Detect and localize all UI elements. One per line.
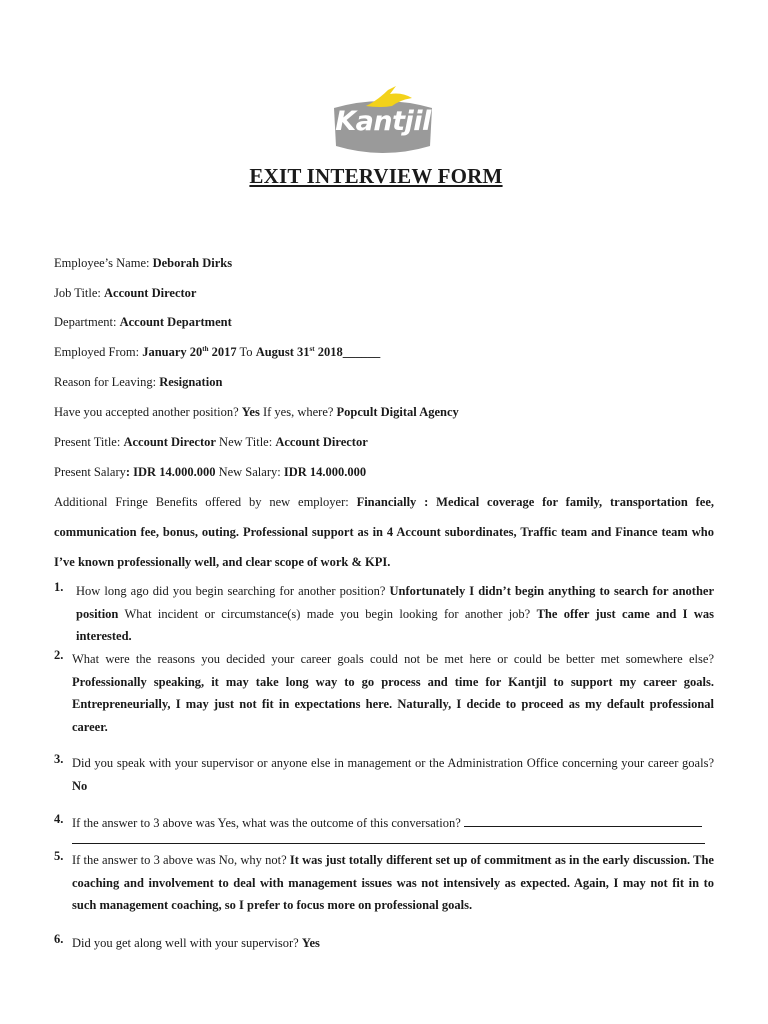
employee-name-value: Deborah Dirks [152, 256, 233, 270]
department-label: Department: [54, 315, 120, 329]
new-salary-label: New Salary: [215, 465, 284, 479]
question-2 [54, 648, 714, 738]
question-text: What were the reasons you decided your career goals could not be met here or could be better met somewhere else? [72, 652, 714, 666]
employed-to-label: To [236, 345, 256, 359]
accepted-value: Yes [241, 405, 260, 419]
question-number: 3. [54, 752, 64, 766]
department-row [54, 315, 232, 330]
benefits-paragraph [54, 487, 714, 577]
benefits-label: Additional Fringe Benefits offered by new employer: [54, 495, 357, 509]
where-value: Popcult Digital Agency [336, 405, 459, 419]
question-text: If the answer to 3 above was No, why not? [72, 853, 290, 867]
new-title-value: Account Director [275, 435, 368, 449]
accepted-label: Have you accepted another position? [54, 405, 242, 419]
employed-from-value: January 20th 2017 [142, 344, 237, 359]
salary-row [54, 465, 366, 480]
answer-text: Yes [301, 936, 320, 950]
answer-text: The offer just came and I was interested. [76, 606, 715, 643]
reason-value: Resignation [159, 375, 223, 389]
new-title-label: New Title: [215, 435, 276, 449]
employee-name-row [54, 256, 232, 271]
department-value: Account Department [119, 315, 232, 329]
question-number: 6. [54, 932, 64, 946]
question-text: If the answer to 3 above was Yes, what was the outcome of this conversation? [72, 816, 464, 830]
answer-text: It was just totally different set up of commitment as in the early discussion. The coaching and involvement to deal with management issues was not intensively as expected. Again, I may not fit in to such management coaching, so I prefer to focus more on professional goals. [72, 853, 714, 912]
question-3 [54, 752, 714, 797]
answer-text: No [72, 778, 88, 793]
title-row [54, 435, 368, 450]
accepted-row [54, 405, 459, 420]
present-title-label: Present Title: [54, 435, 124, 449]
question-1 [54, 580, 714, 648]
answer-text: Unfortunately I didn’t begin anything to search for another position [76, 584, 714, 621]
job-title-label: Job Title: [54, 286, 105, 300]
new-salary-value: IDR 14.000.000 [283, 465, 367, 479]
employed-row [54, 345, 380, 360]
benefits-value: Financially : Medical coverage for family, transportation fee, communication fee, bonus, outing. Professional support as in 4 Account subordinates, Traffic team and Finance team who I’ve known professionally well, and clear scope of work & KPI. [54, 495, 715, 569]
question-6 [54, 932, 714, 955]
logo-wordmark: Kantjil [335, 106, 431, 137]
question-4 [54, 812, 714, 835]
question-number: 4. [54, 812, 64, 826]
question-5 [54, 849, 714, 917]
answer-blank-line [464, 813, 702, 827]
present-title-value: Account Director [123, 435, 216, 449]
employee-name-label: Employee’s Name: [54, 256, 153, 270]
present-salary-value: : IDR 14.000.000 [125, 465, 216, 479]
reason-label: Reason for Leaving: [54, 375, 160, 389]
question-number: 2. [54, 648, 64, 662]
answer-text: Professionally speaking, it may take long way to go process and time for Kantjil to support my career goals. Entrepreneurially, I may just not fit in expectations here. Naturally, I decide to proceed as my default professional career. [72, 674, 714, 734]
kantjil-logo [326, 84, 440, 158]
reason-row [54, 375, 222, 390]
where-label: If yes, where? [259, 405, 337, 419]
question-text: How long ago did you begin searching for another position? [76, 584, 390, 598]
question-number: 5. [54, 849, 64, 863]
question-text: Did you get along well with your supervisor? [72, 936, 302, 950]
employed-to-value: August 31st 2018______ [255, 344, 381, 359]
present-salary-label: Present Salary [54, 465, 126, 479]
question-text: What incident or circumstance(s) made you begin looking for another job? [118, 606, 537, 621]
question-text: Did you speak with your supervisor or anyone else in management or the Administration Office concerning your career goals? [72, 756, 714, 770]
form-title: EXIT INTERVIEW FORM [249, 164, 503, 188]
job-title-row [54, 286, 196, 301]
question-number: 1. [54, 580, 64, 594]
employed-label: Employed From: [54, 345, 143, 359]
job-title-value: Account Director [104, 286, 197, 300]
answer-blank-line-full [72, 843, 705, 844]
